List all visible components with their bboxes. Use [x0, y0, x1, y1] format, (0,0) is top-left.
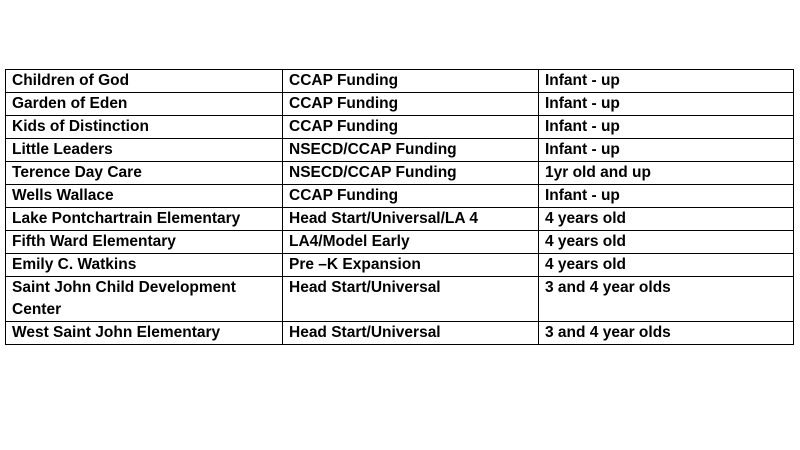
table-row — [6, 208, 794, 231]
table-row — [6, 139, 794, 162]
center-name-cell: Lake Pontchartrain Elementary — [6, 208, 283, 231]
programs-table — [5, 69, 794, 345]
funding-cell: Head Start/Universal/LA 4 — [283, 208, 539, 231]
center-name-cell: Garden of Eden — [6, 93, 283, 116]
age-cell: 1yr old and up — [539, 162, 794, 185]
age-cell: Infant - up — [539, 70, 794, 93]
age-cell: Infant - up — [539, 185, 794, 208]
table-row — [6, 70, 794, 93]
table-row — [6, 231, 794, 254]
table-row — [6, 116, 794, 139]
age-cell: 4 years old — [539, 231, 794, 254]
center-name-cell: Little Leaders — [6, 139, 283, 162]
center-name-cell: West Saint John Elementary — [6, 322, 283, 345]
funding-cell: Head Start/Universal — [283, 322, 539, 345]
center-name-cell: Emily C. Watkins — [6, 254, 283, 277]
funding-cell: NSECD/CCAP Funding — [283, 139, 539, 162]
funding-cell: Head Start/Universal — [283, 277, 539, 322]
funding-cell: CCAP Funding — [283, 93, 539, 116]
age-cell: Infant - up — [539, 93, 794, 116]
center-name-cell: Fifth Ward Elementary — [6, 231, 283, 254]
table-row — [6, 277, 794, 322]
programs-table-body — [6, 70, 794, 345]
funding-cell: CCAP Funding — [283, 185, 539, 208]
table-row — [6, 322, 794, 345]
center-name-cell: Children of God — [6, 70, 283, 93]
center-name-cell: Wells Wallace — [6, 185, 283, 208]
funding-cell: CCAP Funding — [283, 116, 539, 139]
funding-cell: Pre –K Expansion — [283, 254, 539, 277]
age-cell: Infant - up — [539, 139, 794, 162]
center-name-cell: Kids of Distinction — [6, 116, 283, 139]
age-cell: 3 and 4 year olds — [539, 322, 794, 345]
funding-cell: LA4/Model Early — [283, 231, 539, 254]
table-row — [6, 254, 794, 277]
age-cell: 3 and 4 year olds — [539, 277, 794, 322]
table-row — [6, 185, 794, 208]
table-row — [6, 162, 794, 185]
table-row — [6, 93, 794, 116]
center-name-cell: Terence Day Care — [6, 162, 283, 185]
age-cell: 4 years old — [539, 254, 794, 277]
age-cell: 4 years old — [539, 208, 794, 231]
center-name-cell: Saint John Child Development Center — [6, 277, 283, 322]
funding-cell: NSECD/CCAP Funding — [283, 162, 539, 185]
funding-cell: CCAP Funding — [283, 70, 539, 93]
age-cell: Infant - up — [539, 116, 794, 139]
